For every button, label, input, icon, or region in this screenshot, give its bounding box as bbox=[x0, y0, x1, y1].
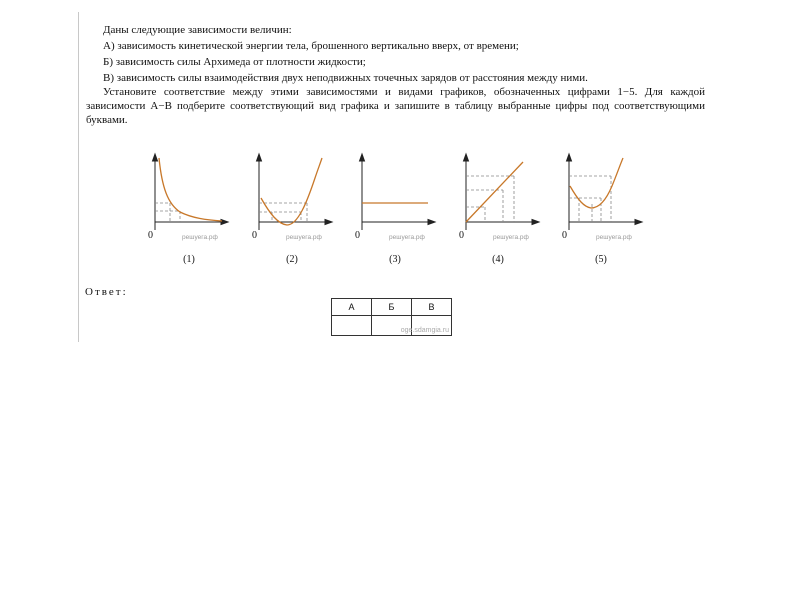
intro-item-c: В) зависимость силы взаимодействия двух неподвижных точечных зарядов от расстояния между ними. bbox=[103, 72, 588, 84]
answer-header-row bbox=[332, 299, 452, 316]
graph-label-1: (1) bbox=[183, 254, 195, 265]
task-text: Установите соответствие между этими зависимостями и видами графиков, обозначенных цифрами 1−5. Для каждой зависимости А−В подберите соответствующий вид графика и запишите в таблицу выбранные цифры под соответствующими буквами. bbox=[86, 86, 705, 126]
intro-item-a: А) зависимость кинетической энергии тела, брошенного вертикально вверх, от времени; bbox=[103, 40, 519, 52]
graph-1-watermark: решуега.рф bbox=[182, 234, 218, 241]
answer-cell-a[interactable] bbox=[332, 316, 372, 336]
graph-5 bbox=[554, 152, 654, 247]
answer-watermark: oge.sdamgia.ru bbox=[400, 327, 449, 334]
graph-2-watermark: решуега.рф bbox=[286, 234, 322, 241]
answer-header-c: В bbox=[412, 299, 452, 316]
answer-cell-c[interactable] bbox=[400, 316, 452, 336]
graph-2-origin: 0 bbox=[252, 230, 257, 241]
graph-3-svg bbox=[347, 152, 447, 247]
answer-header-b: Б bbox=[372, 299, 412, 316]
graph-1-curve bbox=[159, 158, 222, 221]
graph-5-curve bbox=[570, 158, 623, 208]
graph-5-watermark: решуега.рф bbox=[596, 234, 632, 241]
graph-5-svg bbox=[554, 152, 654, 247]
graph-3-origin: 0 bbox=[355, 230, 360, 241]
answer-header-a: А bbox=[332, 299, 372, 316]
answer-input-row bbox=[332, 316, 452, 336]
graph-5-origin: 0 bbox=[562, 230, 567, 241]
graph-label-4: (4) bbox=[492, 254, 504, 265]
graph-4 bbox=[451, 152, 551, 247]
graph-label-3: (3) bbox=[389, 254, 401, 265]
intro-block bbox=[103, 22, 588, 86]
answer-table bbox=[331, 298, 452, 336]
intro-item-b: Б) зависимость силы Архимеда от плотности жидкости; bbox=[103, 56, 366, 68]
graph-3 bbox=[347, 152, 447, 247]
graph-label-5: (5) bbox=[595, 254, 607, 265]
graph-2-svg bbox=[244, 152, 344, 247]
left-margin-rule bbox=[78, 12, 79, 342]
graph-3-watermark: решуега.рф bbox=[389, 234, 425, 241]
answer-label: Ответ: bbox=[85, 286, 128, 298]
graph-1-svg bbox=[140, 152, 240, 247]
graph-4-watermark: решуега.рф bbox=[493, 234, 529, 241]
intro-heading: Даны следующие зависимости величин: bbox=[103, 24, 292, 36]
graph-4-curve bbox=[466, 162, 523, 222]
graph-4-svg bbox=[451, 152, 551, 247]
graph-1-x-arrow bbox=[221, 220, 228, 225]
graph-2 bbox=[244, 152, 344, 247]
graph-2-curve bbox=[261, 158, 322, 225]
graph-4-origin: 0 bbox=[459, 230, 464, 241]
graph-1-y-arrow bbox=[153, 154, 158, 161]
graph-1-origin: 0 bbox=[148, 230, 153, 241]
graph-1 bbox=[140, 152, 240, 247]
graph-label-2: (2) bbox=[286, 254, 298, 265]
